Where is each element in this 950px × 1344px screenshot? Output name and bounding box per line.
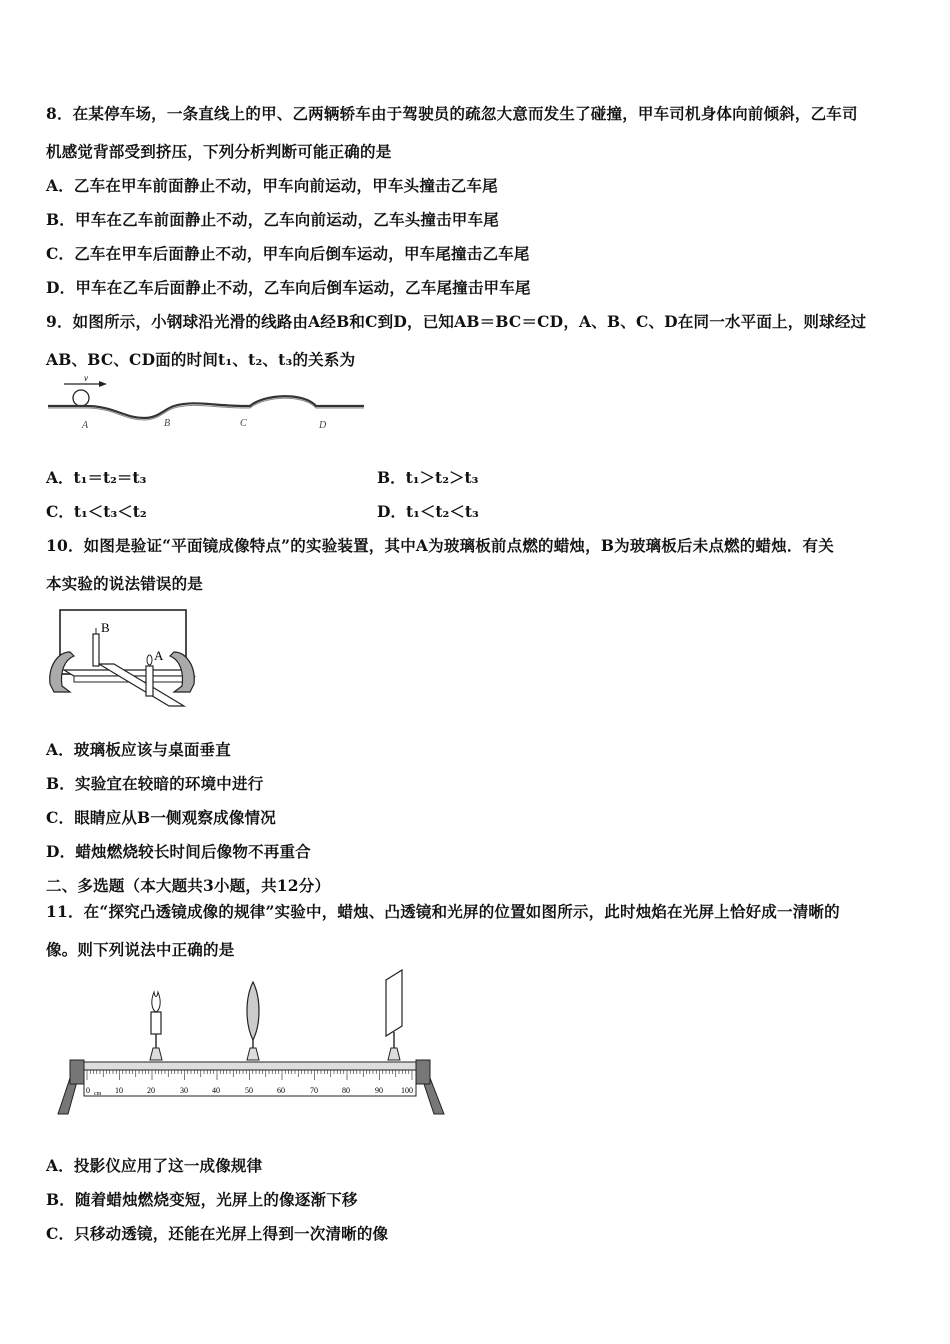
q10-option-c: C．眼睛应从B一侧观察成像情况 [46, 808, 276, 827]
scale-label-100: 100 [401, 1086, 413, 1095]
q9-track-line [48, 396, 364, 418]
q11-stem-line1: 11．在“探究凸透镜成像的规律”实验中，蜡烛、凸透镜和光屏的位置如图所示，此时烛焰在光屏上恰好成一清晰的 [46, 902, 840, 921]
candle-a-label: A [154, 648, 164, 663]
q9-point-b: B [164, 418, 171, 429]
q9-option-a: A．t₁＝t₂＝t₃ [46, 468, 147, 487]
q10-option-b: B．实验宜在较暗的环境中进行 [46, 774, 264, 793]
scale-label-60: 60 [277, 1086, 285, 1095]
q9-velocity-label: v [84, 374, 88, 383]
q9-point-c: C [240, 418, 247, 429]
optical-bench-rail [84, 1062, 416, 1070]
q8-stem-line2: 机感觉背部受到挤压，下列分析判断可能正确的是 [46, 142, 392, 161]
light-screen [386, 970, 402, 1060]
scale-label-80: 80 [342, 1086, 350, 1095]
q11-option-c: C．只移动透镜，还能在光屏上得到一次清晰的像 [46, 1224, 389, 1243]
q9-option-c: C．t₁＜t₃＜t₂ [46, 502, 147, 521]
scale-label-40: 40 [212, 1086, 220, 1095]
scale-label-unit: cm [94, 1091, 102, 1097]
section2-heading: 二、多选题（本大题共3小题，共12分） [46, 876, 331, 895]
q9-stem-line2: AB、BC、CD面的时间t₁、t₂、t₃的关系为 [46, 350, 356, 369]
q8-option-a: A．乙车在甲车前面静止不动，甲车向前运动，甲车头撞击乙车尾 [46, 176, 498, 195]
q10-option-a: A．玻璃板应该与桌面垂直 [46, 740, 231, 759]
q9-point-d: D [319, 420, 327, 431]
q8-option-c: C．乙车在甲车后面静止不动，甲车向后倒车运动，甲车尾撞击乙车尾 [46, 244, 530, 263]
scale-label-70: 70 [310, 1086, 318, 1095]
q11-option-a: A．投影仪应用了这一成像规律 [46, 1156, 263, 1175]
candle-b [93, 634, 99, 666]
q8-option-d: D．甲车在乙车后面静止不动，乙车向后倒车运动，乙车尾撞击甲车尾 [46, 278, 531, 297]
q10-option-d: D．蜡烛燃烧较长时间后像物不再重合 [46, 842, 311, 861]
q9-steel-ball [73, 390, 89, 406]
scale-label-20: 20 [147, 1086, 155, 1095]
candle [150, 992, 162, 1060]
scale-label-50: 50 [245, 1086, 253, 1095]
q11-stem-line2: 像。则下列说法中正确的是 [46, 940, 235, 959]
q10-stem-line2: 本实验的说法错误的是 [46, 574, 204, 593]
scale-label-0: 0 [86, 1086, 90, 1095]
q10-stem-line1: 10．如图是验证“平面镜成像特点”的实验装置，其中A为玻璃板前点燃的蜡烛，B为玻璃板后未点燃的蜡烛．有关 [46, 536, 834, 555]
q9-stem-line1: 9．如图所示，小钢球沿光滑的线路由A经B和C到D，已知AB＝BC＝CD，A、B、C、D在同一水平面上，则球经过 [46, 312, 867, 331]
candle-a [146, 666, 153, 696]
q9-point-a: A [82, 420, 89, 431]
convex-lens [247, 982, 259, 1060]
q9-option-b: B．t₁＞t₂＞t₃ [377, 468, 479, 487]
glass-plate [60, 610, 186, 674]
q11-optical-bench-figure [56, 962, 446, 1118]
scale-label-10: 10 [115, 1086, 123, 1095]
q8-stem-line1: 8．在某停车场，一条直线上的甲、乙两辆轿车由于驾驶员的疏忽大意而发生了碰撞，甲车司机身体向前倾斜，乙车司 [46, 104, 858, 123]
q9-option-d: D．t₁＜t₂＜t₃ [377, 502, 479, 521]
candle-b-label: B [101, 620, 110, 635]
q11-option-b: B．随着蜡烛燃烧变短，光屏上的像逐渐下移 [46, 1190, 358, 1209]
q8-option-b: B．甲车在乙车前面静止不动，乙车向前运动，乙车头撞击甲车尾 [46, 210, 499, 229]
scale-label-90: 90 [375, 1086, 383, 1095]
q10-mirror-figure [44, 606, 204, 716]
scale-label-30: 30 [180, 1086, 188, 1095]
q9-track-figure [44, 374, 368, 438]
